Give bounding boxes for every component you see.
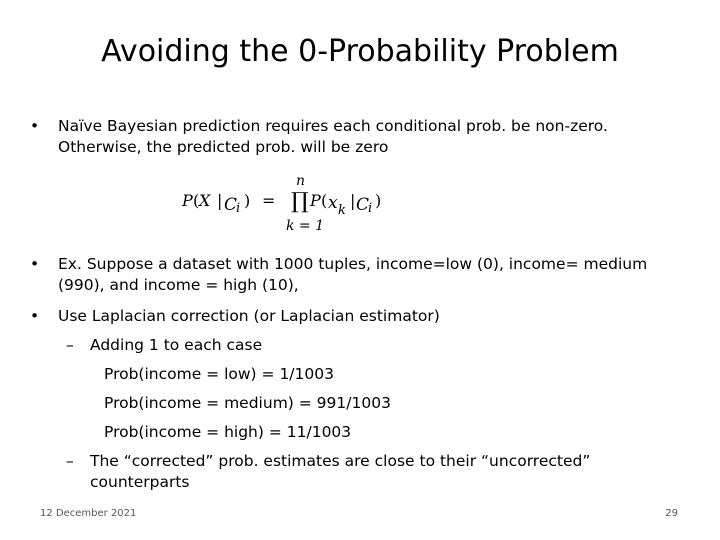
formula-rhs-open: ( <box>321 191 328 210</box>
bullet-line: Use Laplacian correction (or Laplacian estimator) <box>58 307 440 325</box>
bullet-dot: • <box>30 255 40 273</box>
formula-rhs-c: C <box>356 195 370 215</box>
formula-lhs-x: X <box>199 191 211 210</box>
formula-prod-upper: n <box>296 173 306 189</box>
probability-line: Prob(income = high) = 11/1003 <box>104 423 352 441</box>
sub-bullet-text <box>90 451 660 493</box>
bullet-text <box>58 306 708 327</box>
formula-rhs-i: i <box>368 201 373 216</box>
footer-date: 12 December 2021 <box>40 508 137 519</box>
formula-rhs-p: P <box>310 191 321 210</box>
formula-lhs-open: ( <box>193 191 200 210</box>
formula-prod-symbol: ∏ <box>291 189 309 214</box>
formula-rhs-x: x <box>328 193 338 213</box>
formula-rhs-bar: | <box>350 191 356 210</box>
formula-lhs-bar: | <box>217 191 223 210</box>
bullet-line: Ex. Suppose a dataset with 1000 tuples, income=low (0), income= medium <box>58 255 648 273</box>
probability-line: Prob(income = low) = 1/1003 <box>104 365 334 383</box>
bullet-text <box>58 116 708 158</box>
bullet-dot: • <box>30 117 40 135</box>
sub-bullet-line: The “corrected” prob. estimates are close to their “uncorrected” <box>90 452 591 470</box>
bullet-line: (990), and income = high (10), <box>58 276 299 294</box>
page-number: 29 <box>665 508 678 519</box>
formula-prod-lower: k = 1 <box>286 218 325 234</box>
formula-lhs-p: P <box>182 191 193 210</box>
probability-line: Prob(income = medium) = 991/1003 <box>104 394 391 412</box>
formula-lhs-close: ) <box>244 191 251 210</box>
formula-rhs-close: ) <box>375 191 382 210</box>
formula-equals: = <box>262 191 276 210</box>
bullet-dot: • <box>30 307 40 325</box>
sub-bullet-text: Adding 1 to each case <box>90 336 263 354</box>
formula-product <box>180 172 420 236</box>
sub-bullet-line: counterparts <box>90 473 190 491</box>
bullet-text <box>58 254 708 296</box>
slide-title: Avoiding the 0-Probability Problem <box>101 34 619 69</box>
formula-rhs-k: k <box>338 203 346 218</box>
formula-lhs-c: C <box>224 195 238 215</box>
sub-bullet-dash: – <box>66 452 74 470</box>
formula-lhs-i: i <box>236 201 241 216</box>
bullet-line: Naïve Bayesian prediction requires each conditional prob. be non-zero. <box>58 117 608 135</box>
sub-bullet-dash: – <box>66 336 74 354</box>
bullet-line: Otherwise, the predicted prob. will be zero <box>58 138 389 156</box>
